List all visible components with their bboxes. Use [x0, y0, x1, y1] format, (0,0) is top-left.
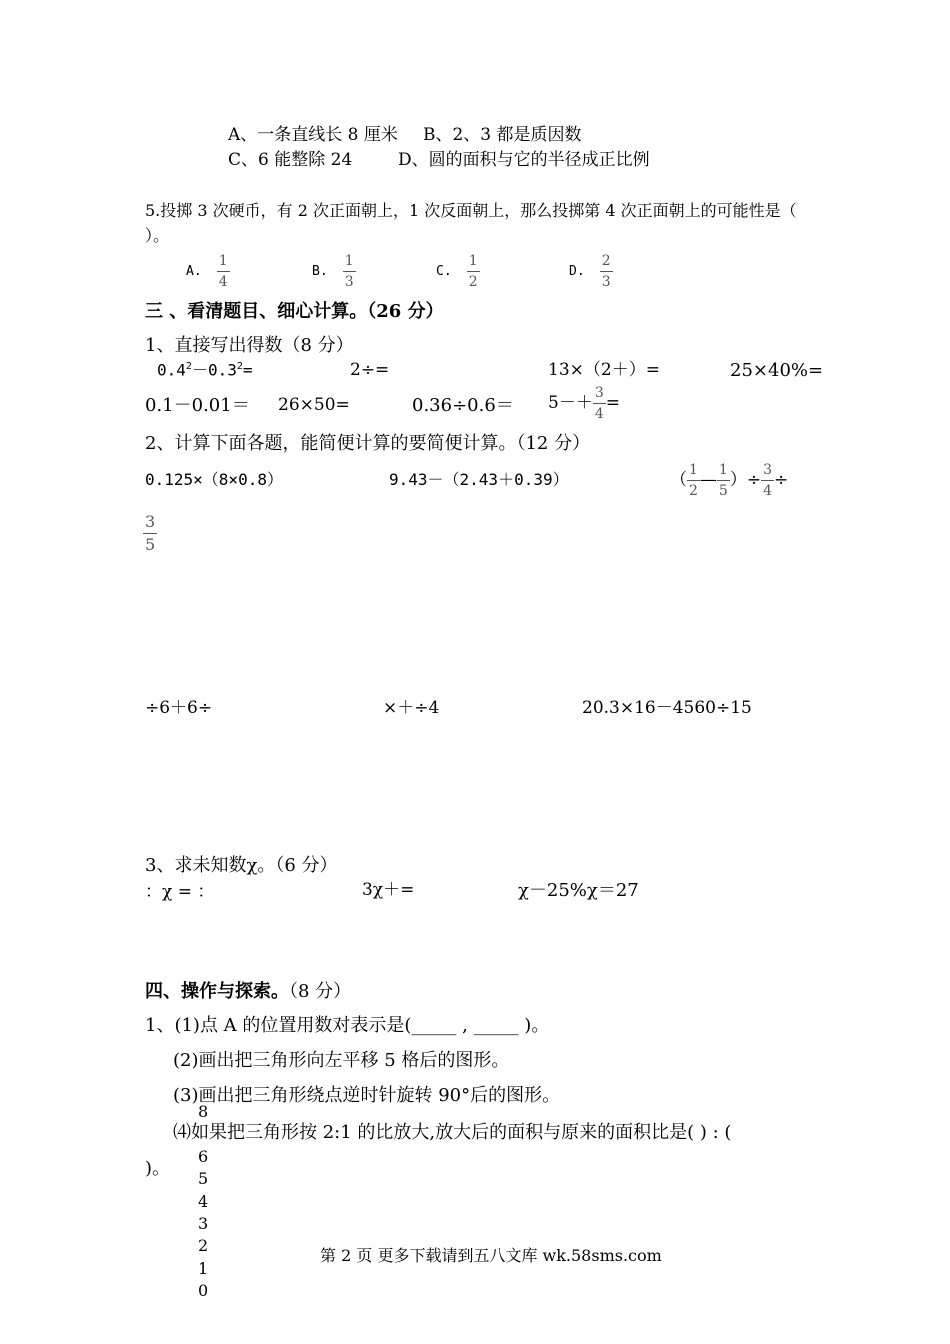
axis-label: 6: [198, 1146, 209, 1166]
mental-calc-3: 13×（2＋）=: [548, 360, 660, 380]
q5-option-c: C. $\frac{1}{2}$: [436, 253, 478, 290]
section-4-question-3: (3)画出把三角形绕点逆时针旋转 90°后的图形。: [173, 1085, 561, 1106]
axis-label: 2: [198, 1236, 209, 1256]
q5-option-d: D. $\frac{2}{3}$: [569, 253, 611, 290]
axis-label: 4: [198, 1191, 209, 1211]
equation-1: ：χ = ：: [145, 882, 215, 902]
page-footer: 第 2 页 更多下载请到五八文库 wk.58sms.com: [320, 1246, 662, 1265]
option-c: C、6 能整除 24: [228, 150, 353, 170]
section-4-question-1: 1、(1)点 A 的位置用数对表示是(_____ , _____ )。: [145, 1015, 550, 1036]
mental-calc-6: 26×50=: [278, 395, 350, 415]
section-4-question-4-line2: )。: [145, 1158, 171, 1179]
part-2-title: 2、计算下面各题，能简便计算的要简便计算。（12 分）: [145, 433, 591, 454]
mental-calc-2: 2÷=: [350, 360, 390, 380]
axis-label: 3: [198, 1213, 209, 1233]
calc-problem-3: （ $\frac{1}{2}$ — $\frac{1}{5}$ ）÷ $\frac{3}{4}$ ÷: [670, 462, 789, 499]
equation-2: 3χ＋=: [362, 880, 415, 900]
calc-problem-2: 9.43－（2.43＋0.39）: [389, 470, 569, 489]
section-3-title: 三 、看清题目、细心计算。（26 分）: [145, 301, 444, 322]
part-3-title: 3、求未知数χ。（6 分）: [145, 855, 338, 876]
equation-3: χ－25%χ＝27: [518, 880, 639, 901]
section-4-question-2: (2)画出把三角形向左平移 5 格后的图形。: [173, 1050, 510, 1071]
mental-calc-8: 5－＋ $\frac{3}{4}$ =: [548, 385, 620, 422]
calc-problem-4: ÷6＋6÷: [145, 698, 213, 718]
grid-y-axis: [198, 1101, 208, 1303]
q5-option-b: B. $\frac{1}{3}$: [312, 253, 354, 290]
axis-label: 0: [198, 1281, 209, 1301]
calc-problem-5: ×＋÷4: [383, 698, 440, 718]
section-4-question-4-line1: ⑷如果把三角形按 2:1 的比放大,放大后的面积与原来的面积比是( ) : (: [173, 1122, 732, 1143]
option-a: A、一条直线长 8 厘米: [228, 125, 398, 145]
axis-label: 8: [198, 1102, 209, 1121]
section-4-title: 四、操作与探索。（8 分）: [145, 981, 352, 1002]
option-b: B、2、3 都是质因数: [423, 125, 582, 145]
calc-problem-6: 20.3×16－4560÷15: [582, 698, 752, 718]
calc-problem-1: 0.125×（8×0.8）: [145, 470, 283, 489]
axis-label: 1: [198, 1258, 209, 1278]
mental-calc-1: $0.4^2-0.3^2=$: [157, 360, 253, 380]
mental-calc-5: 0.1－0.01＝: [145, 395, 250, 416]
question-5-line2: ）。: [145, 226, 170, 245]
mental-calc-7: 0.36÷0.6＝: [412, 395, 514, 416]
q5-option-a: A. $\frac{1}{4}$: [186, 253, 228, 290]
question-5-line1: 5.投掷 3 次硬币，有 2 次正面朝上，1 次反面朝上，那么投掷第 4 次正面朝上的可能性是（: [145, 201, 797, 220]
axis-label: 5: [198, 1169, 209, 1189]
mental-calc-4: 25×40%=: [730, 360, 824, 381]
calc-problem-3-tail: $\frac{3}{5}$: [145, 512, 156, 554]
option-d: D、圆的面积与它的半径成正比例: [398, 150, 650, 170]
part-1-title: 1、直接写出得数（8 分）: [145, 335, 354, 356]
